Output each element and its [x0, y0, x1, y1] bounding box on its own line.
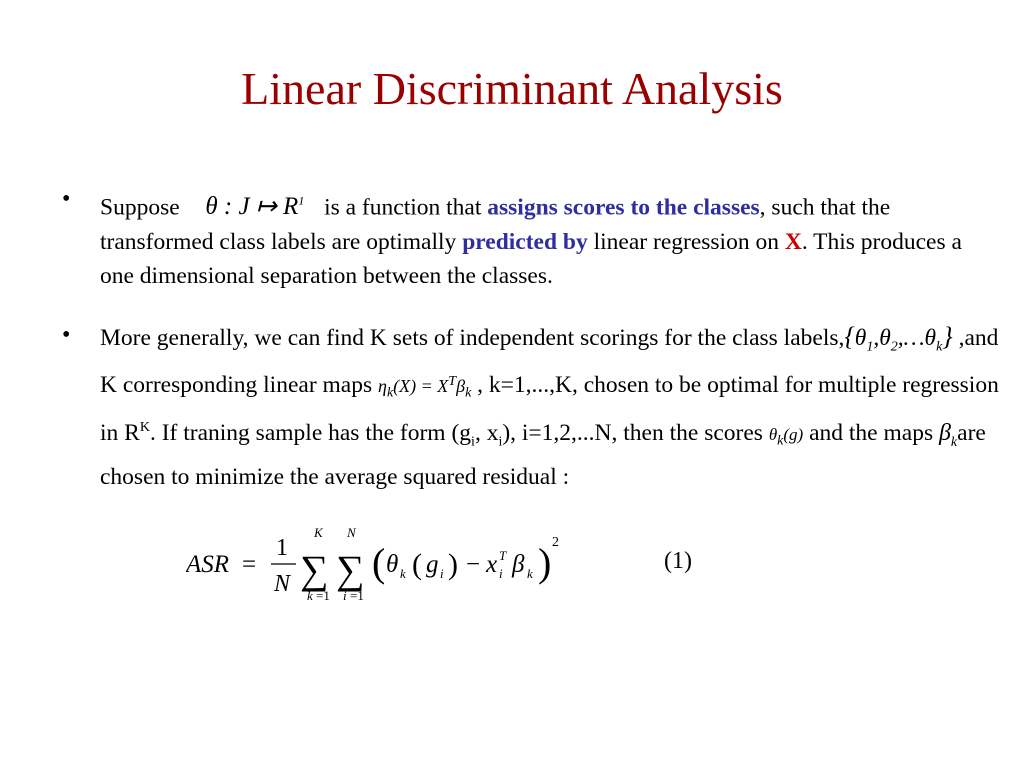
b2-math-theta-set: $\{\theta_1,\theta_2,\dots\theta_k\}$ [844, 322, 953, 355]
svg-text:): ) [538, 540, 552, 585]
b1-highlight-x: X [784, 228, 802, 255]
b1-text-2: is a function that [324, 194, 482, 221]
bullet-1-marker: • [62, 186, 71, 212]
b2-text-7: and the maps [809, 420, 934, 447]
b2-text-4: . If traning sample has the form (g [149, 420, 472, 447]
b1-text-5: . This produces a one dimensional separation between the classes. [100, 228, 962, 290]
svg-text:i: i [499, 566, 503, 581]
svg-text:i: i [440, 566, 444, 581]
svg-text:β: β [512, 551, 525, 578]
svg-text:k: k [307, 588, 313, 603]
svg-text:T: T [499, 548, 507, 563]
b2-text-6: ), i=1,2,...N, then the scores [502, 420, 763, 447]
equation-number: (1) [664, 548, 692, 574]
b2-text-1: More generally, we can find K sets of independent scorings for the class labels, [100, 325, 845, 351]
svg-text:K: K [314, 525, 323, 540]
svg-text:θ: θ [386, 551, 399, 578]
b1-text-4: linear regression on [593, 228, 779, 255]
svg-text:(: ( [372, 540, 386, 585]
bullet-1-text [100, 184, 1000, 294]
svg-text:−: − [466, 551, 481, 578]
bullet-2-text: More generally, we can find K sets of independent scorings for the class $labels,\{\theta_1,\theta_2,\dots\theta_k\}$ ,and K corresponding linear maps $\eta_k(X) = X^T\beta_k$ , k=1,...,K, chosen to be optimal for multiple regression in $R^K$. If traning sample has the form ($g_i$, $x_i$), i=1,2,...N, then the scores $\theta_k(g)$ and the maps $\beta_kare$ chosen to minimize the average squared residual : [100, 322, 999, 491]
b2-sup-k: K [139, 420, 150, 436]
svg-text:g: g [426, 551, 439, 578]
svg-text:x: x [486, 551, 498, 578]
b2-math-theta-g: $\theta_k(g)$ [768, 425, 804, 449]
svg-text:k: k [527, 566, 533, 581]
slide-title: Linear Discriminant Analysis [241, 63, 783, 114]
asr-equation [186, 524, 606, 608]
b1-highlight-assigns: assigns scores to the classes [487, 194, 760, 221]
svg-text:i: i [343, 588, 347, 603]
svg-text:=1: =1 [350, 588, 364, 603]
svg-text:∑: ∑ [336, 547, 365, 592]
bullet-2-marker: • [62, 322, 71, 348]
svg-text:=1: =1 [316, 588, 330, 603]
b2-math-eta: $\eta_k(X) = X^T\beta_k$ [378, 374, 472, 401]
b1-highlight-predicted: predicted by [462, 228, 588, 255]
svg-text:1: 1 [276, 535, 288, 561]
b2-text-8: are chosen to minimize the average squared residual : [100, 420, 986, 491]
b2-text-3: , k=1,...,K, chosen to be optimal for multiple regression in R [100, 372, 999, 447]
b2-text-2: ,and K corresponding linear maps [100, 325, 999, 399]
svg-text:N: N [347, 525, 356, 540]
b2-math-beta: $\beta_k$ [938, 420, 958, 450]
b1-math-theta-map: θ : J ↦ $R^1$ [205, 193, 305, 221]
svg-text:=: = [242, 551, 257, 578]
svg-text:∑: ∑ [300, 547, 329, 592]
b1-text-1: Suppose [100, 194, 180, 221]
svg-text:(: ( [412, 548, 422, 581]
svg-text:k: k [400, 566, 406, 581]
svg-text:ASR: ASR [186, 551, 230, 578]
b1-text-3: , such that the transformed class labels are optimally [100, 194, 891, 255]
svg-text:N: N [274, 571, 291, 597]
svg-text:): ) [448, 548, 458, 581]
svg-text:2: 2 [552, 535, 559, 550]
